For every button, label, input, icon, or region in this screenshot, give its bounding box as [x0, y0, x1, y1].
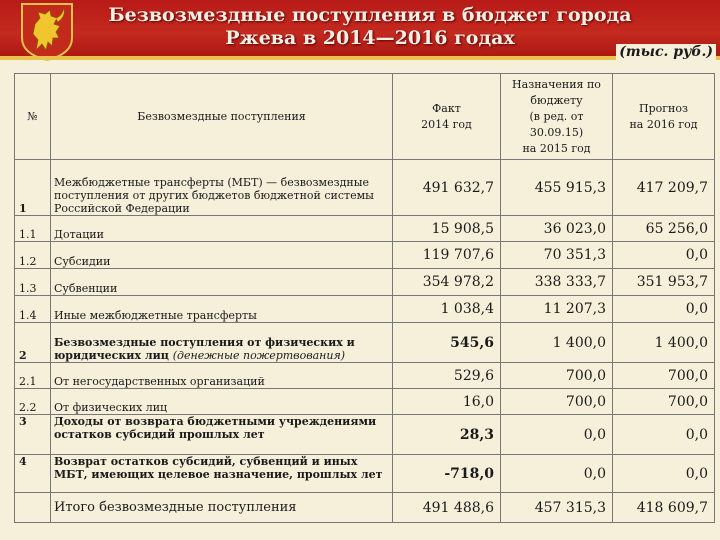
row-name: Межбюджетные трансферты (МБТ) — безвозмездные поступления от других бюджетов бюджетной системы Российской Федерации	[51, 160, 393, 216]
col-header-forecast-line2: на 2016 год	[629, 117, 698, 131]
row-forecast: 700,0	[613, 389, 715, 415]
row-number: 1.4	[15, 296, 51, 323]
row-fact: 491 632,7	[393, 160, 501, 216]
col-header-fact	[393, 74, 501, 160]
row-name: Возврат остатков субсидий, субвенций и иных МБТ, имеющих целевое назначение, прошлых лет	[51, 455, 393, 493]
row-name-note: (денежные пожертвования)	[172, 349, 346, 362]
table-row	[15, 323, 715, 363]
row-plan: 457 315,3	[501, 493, 613, 523]
table-header-row	[15, 74, 715, 160]
row-name: От физических лиц	[51, 389, 393, 415]
row-forecast: 0,0	[613, 242, 715, 269]
row-name: Итого безвозмездные поступления	[51, 493, 393, 523]
table-row	[15, 363, 715, 389]
row-plan: 1 400,0	[501, 323, 613, 363]
table-row	[15, 389, 715, 415]
table-row	[15, 216, 715, 242]
units-label: (тыс. руб.)	[616, 44, 716, 60]
slide-header	[0, 0, 720, 60]
row-plan: 455 915,3	[501, 160, 613, 216]
title-line-2: Ржева в 2014—2016 годах	[225, 27, 515, 49]
row-forecast: 417 209,7	[613, 160, 715, 216]
title-line-1: Безвозмездные поступления в бюджет города	[108, 4, 632, 26]
row-fact: 28,3	[393, 415, 501, 455]
col-header-forecast-line1: Прогноз	[639, 101, 688, 115]
row-name: Субсидии	[51, 242, 393, 269]
row-name: Доходы от возврата бюджетными учреждениями остатков субсидий прошлых лет	[51, 415, 393, 455]
col-header-no: №	[15, 74, 51, 160]
col-header-name: Безвозмездные поступления	[51, 74, 393, 160]
row-number: 1.3	[15, 269, 51, 296]
row-forecast: 0,0	[613, 296, 715, 323]
col-header-plan-line1: Назначения по	[512, 77, 601, 91]
table-row	[15, 269, 715, 296]
row-number: 3	[15, 415, 51, 455]
row-number: 4	[15, 455, 51, 493]
row-forecast: 65 256,0	[613, 216, 715, 242]
table-row	[15, 415, 715, 455]
row-forecast: 0,0	[613, 455, 715, 493]
row-fact: 545,6	[393, 323, 501, 363]
row-name: Иные межбюджетные трансферты	[51, 296, 393, 323]
row-plan: 338 333,7	[501, 269, 613, 296]
row-fact: 119 707,6	[393, 242, 501, 269]
row-fact: 529,6	[393, 363, 501, 389]
row-number: 1	[15, 160, 51, 216]
row-number	[15, 493, 51, 523]
row-plan: 0,0	[501, 455, 613, 493]
page-title	[90, 4, 650, 50]
row-plan: 700,0	[501, 389, 613, 415]
row-plan: 70 351,3	[501, 242, 613, 269]
row-number: 1.2	[15, 242, 51, 269]
col-header-fact-line2: 2014 год	[421, 117, 472, 131]
row-forecast: 0,0	[613, 415, 715, 455]
row-plan: 36 023,0	[501, 216, 613, 242]
col-header-plan	[501, 74, 613, 160]
row-forecast: 1 400,0	[613, 323, 715, 363]
row-plan: 0,0	[501, 415, 613, 455]
row-name: Дотации	[51, 216, 393, 242]
row-fact: 354 978,2	[393, 269, 501, 296]
table-total-row	[15, 493, 715, 523]
row-number: 2	[15, 323, 51, 363]
row-number: 1.1	[15, 216, 51, 242]
col-header-plan-line2: бюджету	[530, 93, 583, 107]
row-fact: 16,0	[393, 389, 501, 415]
col-header-plan-line3: (в ред. от 30.09.15)	[529, 109, 584, 139]
row-name: Субвенции	[51, 269, 393, 296]
coat-of-arms-lion-icon	[18, 2, 76, 62]
row-name-main: Безвозмездные поступления от физических и юридических лиц	[54, 336, 355, 362]
col-header-plan-line4: на 2015 год	[522, 141, 591, 155]
table-row	[15, 296, 715, 323]
row-plan: 11 207,3	[501, 296, 613, 323]
row-fact: 15 908,5	[393, 216, 501, 242]
header-stripe	[0, 56, 720, 60]
table-row	[15, 242, 715, 269]
row-name	[51, 323, 393, 363]
row-name: От негосударственных организаций	[51, 363, 393, 389]
table-row	[15, 160, 715, 216]
row-number: 2.1	[15, 363, 51, 389]
budget-table	[14, 73, 715, 523]
row-plan: 700,0	[501, 363, 613, 389]
col-header-fact-line1: Факт	[432, 101, 461, 115]
table-row	[15, 455, 715, 493]
row-fact: 1 038,4	[393, 296, 501, 323]
col-header-forecast	[613, 74, 715, 160]
row-forecast: 351 953,7	[613, 269, 715, 296]
row-forecast: 700,0	[613, 363, 715, 389]
row-fact: -718,0	[393, 455, 501, 493]
row-fact: 491 488,6	[393, 493, 501, 523]
row-forecast: 418 609,7	[613, 493, 715, 523]
row-number: 2.2	[15, 389, 51, 415]
